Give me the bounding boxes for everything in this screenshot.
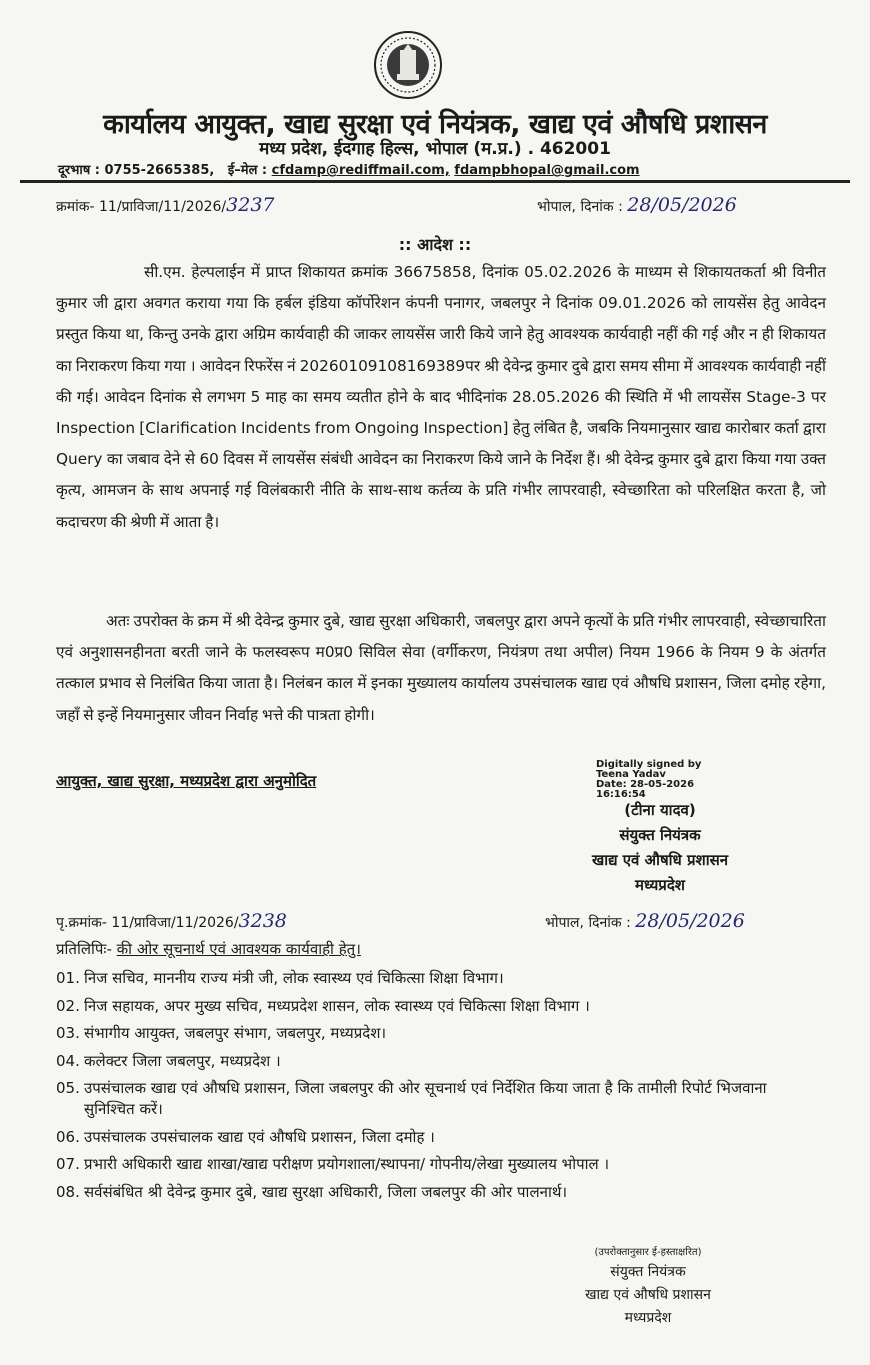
list-item [56, 1127, 816, 1148]
order-number-handwritten: 3237 [226, 194, 275, 216]
list-item-text: उपसंचालक उपसंचालक खाद्य एवं औषधि प्रशासन, जिला दमोह । [84, 1127, 435, 1146]
list-item-number: 07. [56, 1155, 80, 1173]
digital-signature-line-4: 16:16:54 [596, 789, 646, 800]
copy-date-handwritten: 28/05/2026 [635, 910, 745, 932]
list-item [56, 1023, 816, 1044]
order-date [537, 194, 737, 216]
order-number [56, 194, 275, 216]
list-item-number: 05. [56, 1079, 80, 1097]
digital-signature-line-1: Digitally signed by [596, 759, 702, 770]
order-title: :: आदेश :: [398, 235, 472, 254]
footer-signatory-state: मध्यप्रदेश [624, 1310, 672, 1326]
list-item [56, 996, 816, 1017]
order-paragraph-1-text: सी.एम. हेल्पलाईन में प्राप्त शिकायत क्रमांक 36675858, दिनांक 05.02.2026 के माध्यम से शिकायतकर्ता श्री विनीत कुमार जी द्वारा अवगत कराया गया कि हर्बल इंडिया कॉर्पोरेशन कंपनी पनागर, जबलपुर ने दिनांक 09.01.2026 को लायसेंस हेतु आवेदन प्रस्तुत किया था, किन्तु उनके द्वारा अग्रिम कार्यवाही की जाकर लायसेंस जारी किये जाने हेतु आवश्यक कार्यवाही नहीं की गई और न ही शिकायत का निराकरण किया गया । आवेदन रिफरेंस नं 20260109108169389पर श्री देवेन्द्र कुमार दुबे द्वारा समय सीमा में आवश्यक कार्यवाही नहीं की गई। आवेदन दिनांक से लगभग 5 माह का समय व्यतीत होने के बाद भीदिनांक 28.05.2026 की स्थिति में भी लायसेंस Stage-3 पर Inspection [Clarification Incidents from Ongoing Inspection] हेतु लंबित है, जबकि नियमानुसार खाद्य कारोबार कर्ता द्वारा Query का जबाव देने से 60 दिवस में लायसेंस संबंधी आवेदन का निराकरण किये जाने के निर्देश हैं। श्री देवेन्द्र कुमार दुबे द्वारा किया गया उक्त कृत्य, आमजन के साथ अपनाई गई विलंबकारी नीति के साथ-साथ कर्तव्य के प्रति गंभीर लापरवाही, स्वेच्छारिता को परिलक्षित करता है, जो कदाचरण की श्रेणी में आता है। [56, 263, 826, 531]
order-paragraph-2-text: अतः उपरोक्त के क्रम में श्री देवेन्द्र कुमार दुबे, खाद्य सुरक्षा अधिकारी, जबलपुर द्वारा अपने कृत्यों के प्रति गंभीर लापरवाही, स्वेच्छाचारिता एवं अनुशासनहीनता बरती जाने के फलस्वरूप म0प्र0 सिविल सेवा (वर्गीकरण, नियंत्रण तथा अपील) नियम 1966 के नियम 9 के अंतर्गत तत्काल प्रभाव से निलंबित किया जाता है। निलंबन काल में इनका मुख्यालय कार्यालय उपसंचालक खाद्य एवं औषधि प्रशासन, जिला दमोह रहेगा, जहाँ से इन्हें नियमानुसार जीवन निर्वाह भत्ते की पात्रता होगी। [56, 612, 826, 724]
digital-signature-stamp [596, 760, 701, 800]
order-paragraph-1 [56, 257, 826, 538]
list-item-text: उपसंचालक खाद्य एवं औषधि प्रशासन, जिला जबलपुर की ओर सूचनार्थ एवं निर्देशित किया जाता है कि तामीली रिपोर्ट भिजवाना सुनिश्चित करें। [84, 1079, 767, 1118]
e-signed-note: (उपरोक्तानुसार ई-हस्ताक्षरित) [594, 1247, 702, 1258]
list-item-text: सर्वसंबंधित श्री देवेन्द्र कुमार दुबे, खाद्य सुरक्षा अधिकारी, जिला जबलपुर की ओर पालनार्थ। [84, 1182, 568, 1201]
signatory-post: संयुक्त नियंत्रक [619, 826, 701, 844]
office-title: कार्यालय आयुक्त, खाद्य सुरक्षा एवं नियंत्रक, खाद्य एवं औषधि प्रशासन [103, 109, 767, 140]
email-label: ई–मेल : [227, 163, 268, 178]
list-item-text: संभागीय आयुक्त, जबलपुर संभाग, जबलपुर, मध्यप्रदेश। [84, 1024, 387, 1042]
list-item-number: 06. [56, 1127, 80, 1146]
list-item-number: 08. [56, 1182, 80, 1201]
list-item-number: 01. [56, 969, 80, 987]
email-link-2[interactable]: fdampbhopal@gmail.com [454, 163, 640, 178]
copy-number-text: पृ.क्रमांक- 11/प्राविजा/11/2026/ [56, 915, 239, 931]
list-item-text: कलेक्टर जिला जबलपुर, मध्यप्रदेश । [84, 1051, 281, 1070]
list-item [56, 1154, 816, 1175]
office-address: मध्य प्रदेश, ईदगाह हिल्स, भोपाल (म.प्र.) . 462001 [259, 139, 611, 159]
copy-number-handwritten: 3238 [238, 910, 287, 932]
order-date-handwritten: 28/05/2026 [627, 194, 737, 216]
signatory-state: मध्यप्रदेश [634, 876, 685, 894]
footer-signatory-department: खाद्य एवं औषधि प्रशासन [585, 1287, 711, 1303]
phone-number: 0755-2665385, [104, 163, 215, 178]
list-item-number: 04. [56, 1051, 80, 1070]
order-number-text: क्रमांक- 11/प्राविजा/11/2026/ [56, 199, 227, 215]
list-item-text: निज सचिव, माननीय राज्य मंत्री जी, लोक स्वास्थ्य एवं चिकित्सा शिक्षा विभाग। [84, 969, 504, 987]
copy-number [56, 910, 287, 932]
list-item [56, 1078, 816, 1120]
copy-to-label: प्रतिलिपिः- [56, 940, 112, 958]
signatory-name: (टीना यादव) [624, 801, 696, 819]
copy-to-list [56, 968, 816, 1209]
copy-to-purpose: की ओर सूचनार्थ एवं आवश्यक कार्यवाही हेतु। [116, 940, 361, 958]
copy-date [545, 910, 745, 932]
header-divider [20, 180, 850, 183]
list-item-number: 03. [56, 1024, 80, 1042]
list-item [56, 1182, 816, 1203]
digital-signature-line-2: Teena Yadav [596, 769, 666, 780]
order-place-date-label: भोपाल, दिनांक : [537, 199, 623, 215]
order-paragraph-2 [56, 606, 826, 731]
office-contact [58, 160, 640, 178]
copy-place-date-label: भोपाल, दिनांक : [545, 915, 631, 931]
list-item-text: निज सहायक, अपर मुख्य सचिव, मध्यप्रदेश शासन, लोक स्वास्थ्य एवं चिकित्सा शिक्षा विभाग । [84, 996, 590, 1015]
phone-label: दूरभाष : [58, 163, 100, 178]
list-item [56, 968, 816, 989]
state-emblem-icon [372, 30, 444, 100]
email-link-1[interactable]: cfdamp@rediffmail.com, [271, 163, 450, 178]
list-item-number: 02. [56, 996, 80, 1015]
list-item-text: प्रभारी अधिकारी खाद्य शाखा/खाद्य परीक्षण प्रयोगशाला/स्थापना/ गोपनीय/लेखा मुख्यालय भोपाल । [84, 1155, 610, 1173]
list-item [56, 1051, 816, 1072]
footer-signatory-post: संयुक्त नियंत्रक [610, 1264, 686, 1280]
digital-signature-line-3: Date: 28-05-2026 [596, 779, 695, 790]
signatory-department: खाद्य एवं औषधि प्रशासन [591, 851, 729, 869]
approval-note: आयुक्त, खाद्य सुरक्षा, मध्यप्रदेश द्वारा अनुमोदित [56, 772, 317, 790]
copy-to-heading [56, 939, 361, 959]
